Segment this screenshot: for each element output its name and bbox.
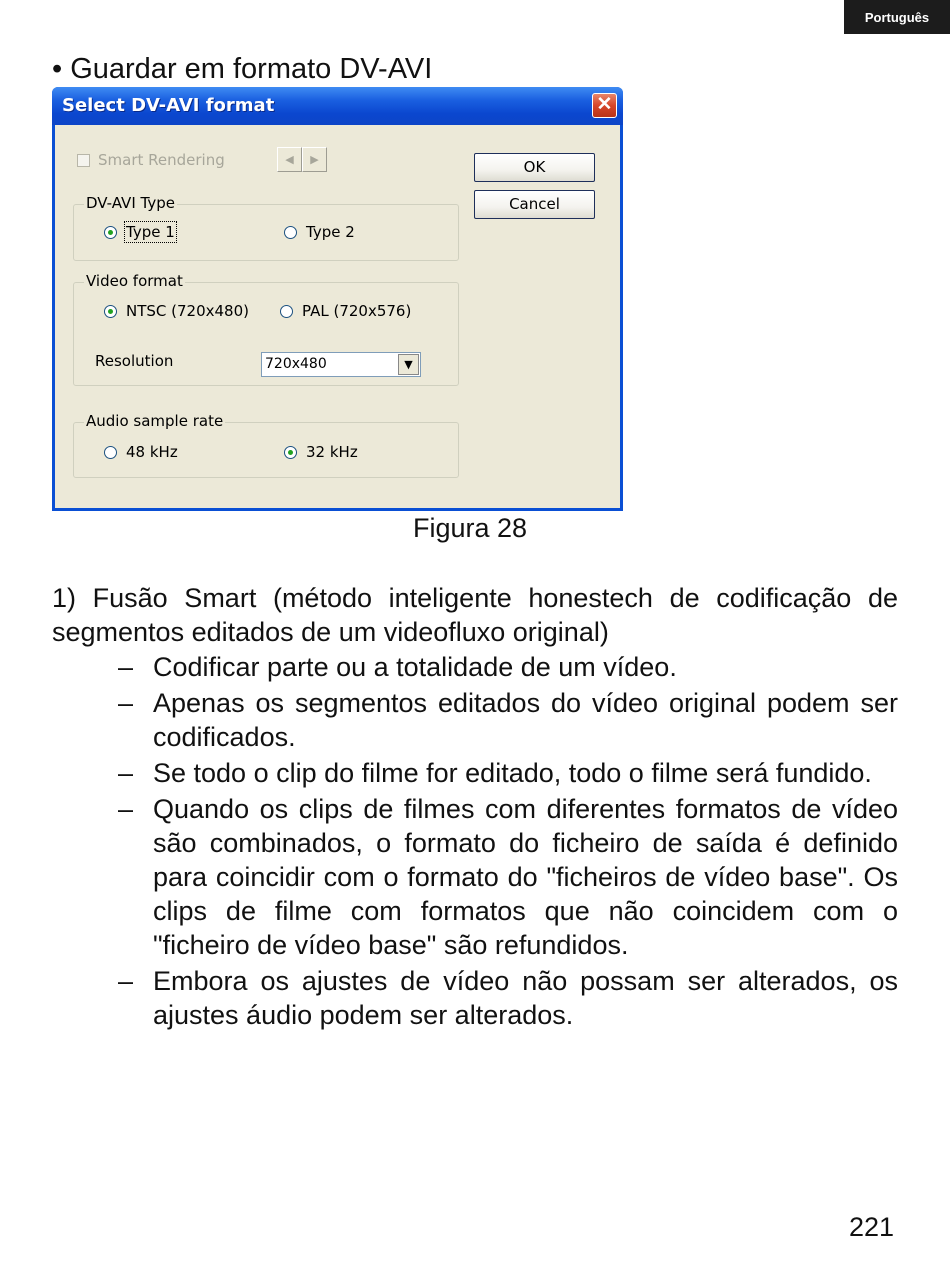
radio-pal[interactable] [280, 302, 411, 320]
radio-selected-icon [104, 226, 117, 239]
radio-selected-icon [104, 305, 117, 318]
list-item-text: Codificar parte ou a totalidade de um vídeo. [153, 652, 677, 682]
cancel-button[interactable]: Cancel [474, 190, 595, 219]
close-icon: ✕ [596, 94, 613, 115]
radio-type-2[interactable] [284, 223, 355, 241]
list-item [118, 792, 898, 962]
smart-rendering-checkbox[interactable] [77, 151, 225, 169]
list-item-text: Apenas os segmentos editados do vídeo original podem ser codificados. [153, 688, 898, 752]
intro-paragraph: 1) Fusão Smart (método inteligente honestech de codificação de segmentos editados de um videofluxo original) [52, 583, 898, 647]
radio-32khz-label: 32 kHz [306, 443, 358, 461]
radio-unselected-icon [104, 446, 117, 459]
resolution-label: Resolution [95, 352, 174, 370]
list-item-text: Embora os ajustes de vídeo não possam ser alterados, os ajustes áudio podem ser alterados. [153, 966, 898, 1030]
list-item-text: Quando os clips de filmes com diferentes formatos de vídeo são combinados, o formato do ficheiro de saída é definido para coincidir com o formato do "ficheiros de vídeo base". Os clips de filme com formatos que não coincidem com o "ficheiro de vídeo base" são refundidos. [153, 794, 898, 960]
ok-button[interactable]: OK [474, 153, 595, 182]
close-button[interactable] [592, 93, 617, 118]
list-dash: – [118, 966, 134, 996]
radio-selected-icon [284, 446, 297, 459]
language-tab: Português [844, 0, 950, 34]
radio-type-1-label: Type 1 [126, 223, 175, 241]
dialog-titlebar[interactable] [52, 87, 623, 125]
list-dash: – [118, 794, 134, 824]
page-number: 221 [848, 1212, 894, 1242]
section-title: • Guardar em formato DV-AVI [52, 53, 433, 85]
list-item [118, 756, 898, 790]
radio-unselected-icon [280, 305, 293, 318]
resolution-value: 720x480 [265, 356, 327, 372]
dv-avi-type-group [73, 194, 459, 261]
smart-rendering-arrows [277, 147, 327, 172]
figure-caption: Figura 28 [413, 513, 528, 543]
list-dash: – [118, 688, 134, 718]
chevron-down-icon[interactable]: ▼ [398, 354, 419, 375]
radio-48khz[interactable] [104, 443, 178, 461]
smart-rendering-label: Smart Rendering [98, 151, 225, 169]
checkbox-box [77, 154, 90, 167]
radio-type-2-label: Type 2 [306, 223, 355, 241]
radio-ntsc[interactable] [104, 302, 249, 320]
video-format-label: Video format [86, 272, 183, 290]
radio-type-1[interactable] [104, 223, 175, 241]
list-item [118, 650, 898, 684]
list-item-text: Se todo o clip do filme for editado, todo o filme será fundido. [153, 758, 872, 788]
arrow-right-icon[interactable]: ▶ [302, 147, 327, 172]
radio-32khz[interactable] [284, 443, 358, 461]
radio-ntsc-label: NTSC (720x480) [126, 302, 249, 320]
list-item [118, 686, 898, 754]
dialog-title: Select DV-AVI format [62, 95, 275, 116]
resolution-select[interactable] [261, 352, 421, 377]
feature-list [118, 650, 898, 1034]
audio-sample-rate-group [73, 412, 459, 478]
radio-pal-label: PAL (720x576) [302, 302, 412, 320]
radio-unselected-icon [284, 226, 297, 239]
select-dv-avi-dialog [52, 87, 623, 511]
list-item [118, 964, 898, 1032]
dialog-client-area [55, 125, 620, 508]
list-dash: – [118, 758, 134, 788]
radio-48khz-label: 48 kHz [126, 443, 178, 461]
audio-sample-rate-label: Audio sample rate [86, 412, 224, 430]
arrow-left-icon[interactable]: ◀ [277, 147, 302, 172]
dv-avi-type-label: DV-AVI Type [86, 194, 175, 212]
list-dash: – [118, 652, 134, 682]
